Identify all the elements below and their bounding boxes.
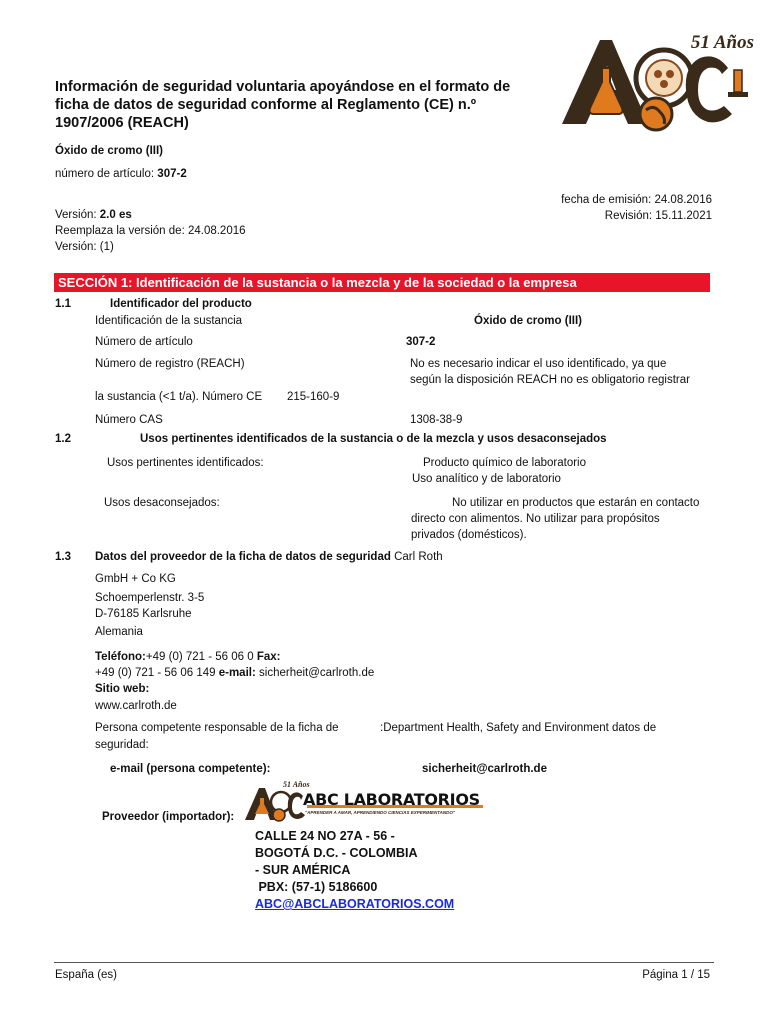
substance-name: Óxido de cromo (III) [55, 145, 163, 157]
abc-laboratorios-logo [243, 782, 485, 824]
fax-email-line: +49 (0) 721 - 56 06 149 e-mail: sicherheit@carlroth.de [95, 667, 375, 679]
competent-email-value: sicherheit@carlroth.de [422, 763, 547, 775]
microscope-icon [734, 70, 742, 92]
revision-date: Revisión: 15.11.2021 [604, 210, 712, 222]
article-number-line: número de artículo: 307-2 [55, 168, 187, 180]
substance-id-value: Óxido de cromo (III) [474, 315, 582, 327]
logo-badge: 51 Años [690, 32, 754, 53]
cas-value: 1308-38-9 [410, 414, 463, 426]
supplier-phone: PBX: (57-1) 5186600 [255, 880, 378, 894]
section-1-3-number: 1.3 [55, 551, 71, 563]
address-line-2: Schoemperlenstr. 3-5 [95, 592, 205, 604]
website-label: Sitio web: [95, 683, 150, 695]
section-1-3-heading: Datos del proveedor de la ficha de datos de seguridad [95, 551, 391, 563]
supplier-email-link[interactable]: ABC@ABCLABORATORIOS.COM [255, 897, 455, 911]
uses-value-2: Uso analítico y de laboratorio [412, 473, 561, 485]
address-line-4: Alemania [95, 626, 143, 638]
mini-logo-badge: 51 Años [283, 780, 310, 789]
logo-letter-c-shape [686, 56, 732, 122]
footer-page-number: Página 1 / 15 [642, 969, 710, 981]
website-value: www.carlroth.de [95, 700, 177, 712]
ce-number-value: 215-160-9 [287, 391, 340, 403]
abc-logo [556, 28, 756, 132]
supplier-address-line-1: CALLE 24 NO 27A - 56 - [255, 829, 395, 843]
supplier-address-line-2: BOGOTÁ D.C. - COLOMBIA [255, 846, 418, 860]
supplier-name-start: Carl Roth [394, 551, 443, 563]
section-1-3-heading-line [95, 550, 443, 565]
replaces-version: Reemplaza la versión de: 24.08.2016 [55, 225, 246, 237]
address-line-3: D-76185 Karlsruhe [95, 608, 192, 620]
version-paren: Versión: (1) [55, 241, 114, 253]
abc-laboratorios-name: ABC LABORATORIOS [303, 790, 480, 809]
uses-value-1: Producto químico de laboratorio [423, 457, 587, 469]
issue-date: fecha de emisión: 24.08.2016 [561, 194, 712, 206]
supplier-address-line-3: - SUR AMÉRICA [255, 863, 351, 877]
competent-person-label-1: Persona competente responsable de la ficha de [95, 722, 339, 734]
supplier-label: Proveedor (importador): [102, 811, 235, 823]
section-1-2-heading: Usos pertinentes identificados de la sustancia o de la mezcla y usos desaconsejados [140, 433, 607, 445]
article-value: 307-2 [406, 336, 436, 348]
footer-divider [54, 962, 714, 963]
registration-value-1: No es necesario indicar el uso identificado, ya que [410, 358, 667, 370]
globe-icon [640, 98, 672, 130]
section-1-2-number: 1.2 [55, 433, 71, 445]
not-recommended-label: Usos desaconsejados: [104, 497, 220, 509]
competent-person-value: :Department Health, Safety and Environment datos de [380, 722, 657, 734]
abc-laboratorios-tagline: "APRENDER A AMAR, APRENDIENDO CIENCIAS EXPERIMENTANDO" [305, 810, 456, 815]
competent-email-label: e-mail (persona competente): [110, 763, 271, 775]
section-1-1-number: 1.1 [55, 298, 71, 310]
registration-label: Número de registro (REACH) [95, 358, 245, 370]
version-line: Versión: 2.0 es [55, 209, 132, 221]
not-recommended-value-3: privados (domésticos). [411, 529, 527, 541]
address-line-1: GmbH + Co KG [95, 573, 176, 585]
not-recommended-value-2: directo con alimentos. No utilizar para propósitos [411, 513, 660, 525]
section-1-header [54, 273, 710, 292]
document-title: Información de seguridad voluntaria apoyándose en el formato de ficha de datos de seguridad conforme al Reglamento (CE) n.º 1907/2006 (REACH) [55, 79, 511, 131]
uses-label: Usos pertinentes identificados: [107, 457, 264, 469]
competent-person-label-2: seguridad: [95, 739, 149, 751]
substance-id-label: Identificación de la sustancia [95, 315, 243, 327]
phone-line: Teléfono:+49 (0) 721 - 56 06 0 Fax: [95, 651, 281, 663]
cas-label: Número CAS [95, 414, 163, 426]
not-recommended-value-1: No utilizar en productos que estarán en contacto [452, 497, 700, 509]
section-1-title: SECCIÓN 1: Identificación de la sustancia o la mezcla y de la sociedad o la empresa [58, 275, 577, 290]
section-1-1-heading: Identificador del producto [110, 298, 252, 310]
registration-value-2: según la disposición REACH no es obligatorio registrar [410, 374, 690, 386]
footer-locale: España (es) [55, 969, 118, 981]
article-label: Número de artículo [95, 336, 193, 348]
registration-value-3: la sustancia (<1 t/a). Número CE [95, 391, 263, 403]
